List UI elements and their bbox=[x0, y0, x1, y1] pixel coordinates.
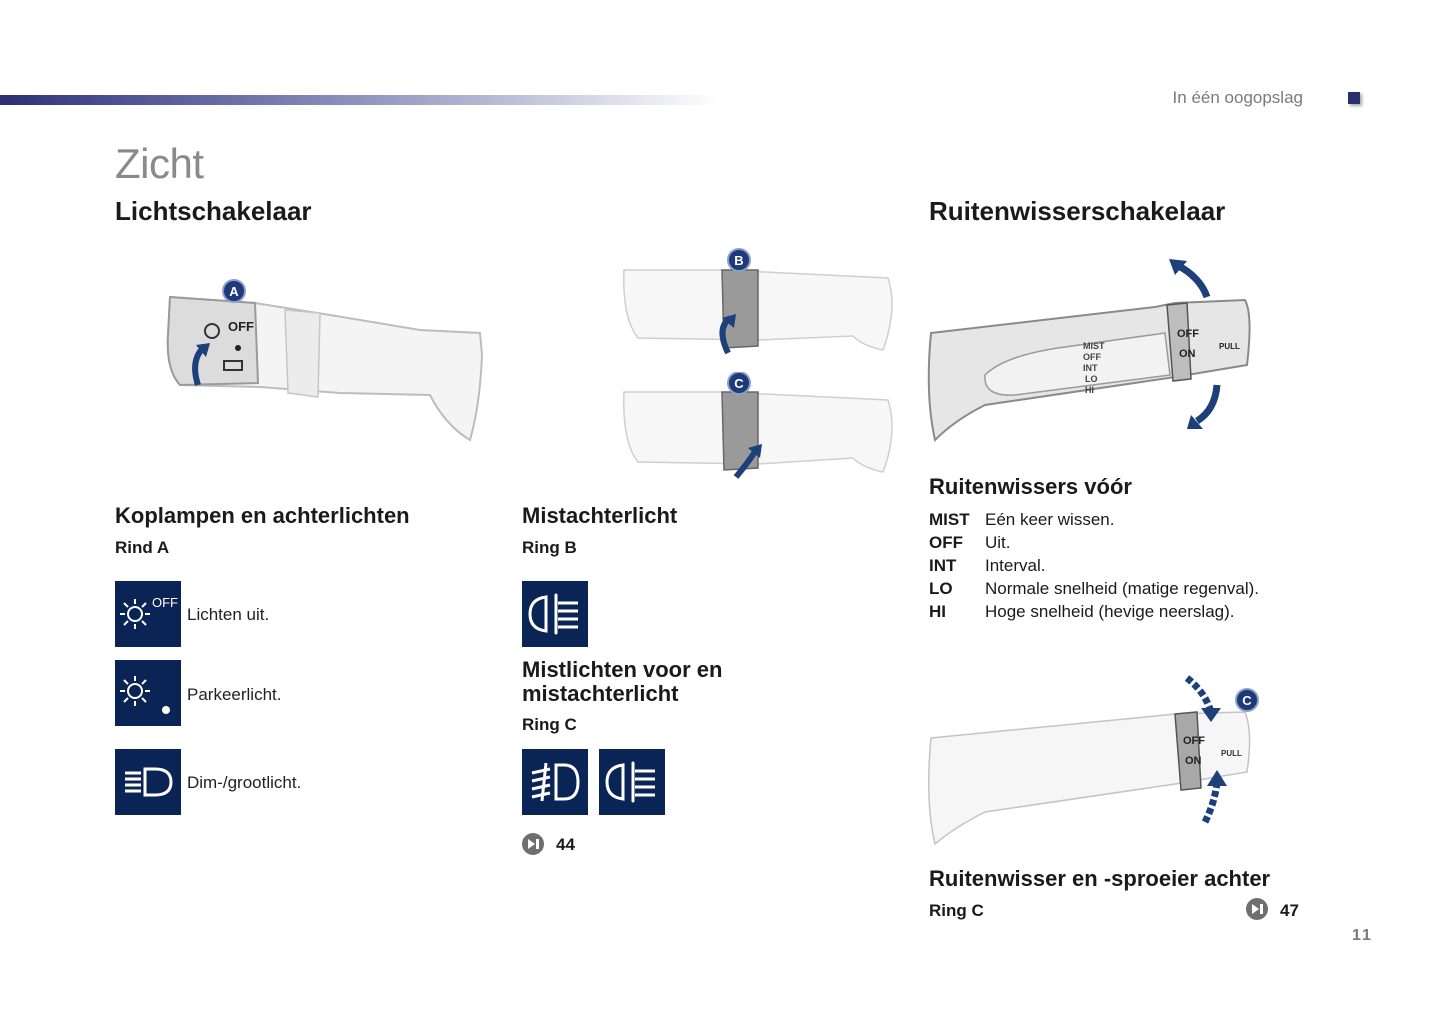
wiper-row-hi bbox=[929, 600, 1259, 623]
wiper-key: HI bbox=[929, 602, 946, 621]
rear-fog-icon bbox=[522, 581, 588, 647]
section-label: In één oogopslag bbox=[1172, 88, 1303, 107]
wiper-value: Normale snelheid (matige regenval). bbox=[985, 579, 1260, 598]
wiper-key: LO bbox=[929, 579, 953, 598]
light-stalk-b-illustration bbox=[618, 248, 898, 358]
light-stalk-a-off-label: OFF bbox=[228, 319, 254, 334]
lights-switch-heading: Lichtschakelaar bbox=[115, 196, 312, 226]
wiper-key: INT bbox=[929, 556, 957, 575]
front-wipers-heading: Ruitenwissers vóór bbox=[929, 474, 1132, 499]
front-rear-fog-ring-label: Ring C bbox=[522, 715, 577, 734]
wiper-value: Interval. bbox=[985, 556, 1046, 575]
wiper-diagram-hi: HI bbox=[1085, 385, 1094, 395]
rear-wiper-diagram-ring-on: ON bbox=[1185, 755, 1202, 767]
lights-off-icon bbox=[115, 581, 181, 647]
wiper-stalk-rear-illustration bbox=[925, 672, 1265, 852]
wiper-value: Eén keer wissen. bbox=[985, 510, 1115, 529]
headlamps-ring-label: Rind A bbox=[115, 538, 170, 557]
badge-a: A bbox=[229, 284, 239, 299]
wiper-badge-c: C bbox=[1242, 693, 1252, 708]
page-number: 11 bbox=[1352, 927, 1373, 944]
wiper-row-int bbox=[929, 554, 1259, 577]
page-reference-icon[interactable] bbox=[522, 833, 544, 855]
wiper-row-mist bbox=[929, 508, 1259, 531]
dipped-main-beam-label: Dim-/grootlicht. bbox=[187, 773, 302, 792]
front-rear-fog-heading-line2: mistachterlicht bbox=[522, 681, 679, 706]
wiper-row-lo bbox=[929, 577, 1259, 600]
front-wipers-table bbox=[929, 508, 1259, 623]
light-stalk-a-illustration bbox=[160, 275, 490, 445]
wiper-value: Uit. bbox=[985, 533, 1011, 552]
rear-wiper-ring-label: Ring C bbox=[929, 901, 984, 920]
page-reference-icon[interactable] bbox=[1246, 898, 1268, 920]
rear-wiper-diagram-pull: PULL bbox=[1221, 749, 1242, 758]
rear-wiper-diagram-ring-off: OFF bbox=[1183, 735, 1205, 747]
wiper-row-off bbox=[929, 531, 1259, 554]
badge-b: B bbox=[734, 253, 744, 268]
wiper-diagram-ring-off: OFF bbox=[1177, 328, 1199, 340]
wiper-diagram-ring-on: ON bbox=[1179, 348, 1196, 360]
wiper-diagram-pull: PULL bbox=[1219, 342, 1240, 351]
rear-fog-icon-ring-c bbox=[599, 749, 665, 815]
badge-c: C bbox=[734, 376, 744, 391]
section-marker-square bbox=[1348, 92, 1360, 104]
wiper-switch-heading: Ruitenwisserschakelaar bbox=[929, 196, 1226, 226]
rear-wiper-page-reference[interactable]: 47 bbox=[1280, 901, 1299, 920]
wiper-diagram-mist: MIST bbox=[1083, 341, 1105, 351]
headlamps-heading: Koplampen en achterlichten bbox=[115, 503, 410, 528]
fog-page-reference[interactable]: 44 bbox=[556, 835, 575, 854]
rear-fog-ring-label: Ring B bbox=[522, 538, 577, 557]
wiper-stalk-front-illustration bbox=[925, 255, 1260, 450]
parking-light-icon bbox=[115, 660, 181, 726]
wiper-diagram-lo: LO bbox=[1085, 374, 1098, 384]
wiper-diagram-off: OFF bbox=[1083, 352, 1101, 362]
wiper-key: MIST bbox=[929, 510, 970, 529]
wiper-value: Hoge snelheid (hevige neerslag). bbox=[985, 602, 1235, 621]
front-fog-icon bbox=[522, 749, 588, 815]
wiper-diagram-int: INT bbox=[1083, 363, 1098, 373]
header-gradient-bar bbox=[0, 95, 720, 105]
page-title: Zicht bbox=[115, 140, 204, 187]
rear-fog-heading: Mistachterlicht bbox=[522, 503, 678, 528]
lights-off-label: Lichten uit. bbox=[187, 605, 270, 624]
dipped-main-beam-icon bbox=[115, 749, 181, 815]
light-stalk-c-illustration bbox=[618, 372, 898, 487]
wiper-key: OFF bbox=[929, 533, 963, 552]
rear-wiper-heading: Ruitenwisser en -sproeier achter bbox=[929, 866, 1271, 891]
lights-off-icon-text: OFF bbox=[152, 595, 178, 610]
front-rear-fog-heading-line1: Mistlichten voor en bbox=[522, 657, 723, 682]
parking-light-label: Parkeerlicht. bbox=[187, 685, 282, 704]
